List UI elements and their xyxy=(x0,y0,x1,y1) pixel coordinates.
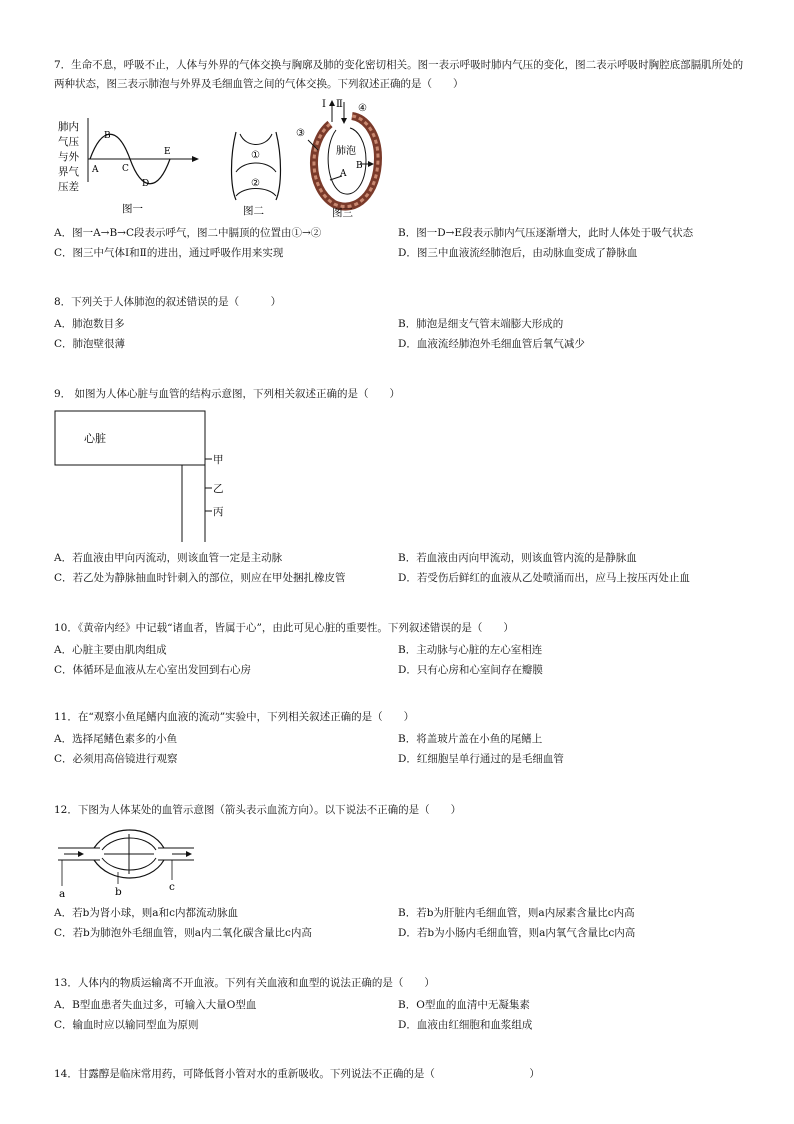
question-7-options xyxy=(54,224,744,264)
figure-3 xyxy=(294,98,394,222)
fig3-label-alveolus: 肺泡 xyxy=(336,146,356,157)
q8-option-d[interactable]: D．血液流经肺泡外毛细血管后氧气减少 xyxy=(398,338,585,350)
question-13-stem: 13．人体内的物质运输离不开血液。下列有关血液和血型的说法正确的是（ ） xyxy=(54,977,435,989)
q12-option-d[interactable]: D．若b为小肠内毛细血管，则a内氧气含量比c内高 xyxy=(398,927,636,939)
fig3-caption: 图三 xyxy=(332,207,353,219)
fig3-label-i: Ⅰ xyxy=(322,99,326,110)
fig1-point-c: C xyxy=(122,164,129,174)
question-13 xyxy=(54,974,744,1036)
q12-option-a[interactable]: A．若b为肾小球，则a和c内都流动脉血 xyxy=(54,907,238,919)
figure-heart-vessels xyxy=(54,404,244,544)
figure-blood-vessel xyxy=(54,826,204,902)
q13-option-b[interactable]: B．O型血的血清中无凝集素 xyxy=(398,999,530,1011)
q9-option-c[interactable]: C．若乙处为静脉抽血时针刺入的部位，则应在甲处捆扎橡皮管 xyxy=(54,572,346,584)
vessel-label-a: a xyxy=(59,888,66,900)
heart-box xyxy=(55,411,205,465)
question-12 xyxy=(54,801,744,820)
fig3-label-ii: Ⅱ xyxy=(336,99,343,110)
fig2-mark-2: ② xyxy=(251,178,260,189)
fig2-chest-wall xyxy=(232,132,281,200)
question-11 xyxy=(54,708,744,770)
question-7 xyxy=(54,56,744,94)
q8-option-c[interactable]: C．肺泡壁很薄 xyxy=(54,338,126,350)
question-14 xyxy=(54,1065,744,1084)
heart-label: 心脏 xyxy=(84,432,106,445)
vessel-label-b: b xyxy=(115,886,122,898)
fig3-label-4: ④ xyxy=(358,103,367,114)
fig2-caption: 图二 xyxy=(243,205,264,217)
q7-option-c[interactable]: C．图三中气体Ⅰ和Ⅱ的进出，通过呼吸作用来实现 xyxy=(54,247,284,259)
fig1-caption: 图一 xyxy=(122,203,143,215)
vessel-label-yi: 乙 xyxy=(213,483,224,495)
question-10-stem: 10．《黄帝内经》中记载“诸血者，皆属于心”，由此可见心脏的重要性。下列叙述错误的是（ ） xyxy=(54,622,514,634)
vessel-label-bing: 丙 xyxy=(213,506,224,518)
fig2-mark-1: ① xyxy=(251,150,260,161)
q7-option-a[interactable]: A．图一A→B→C段表示呼气，图二中膈顶的位置由①→② xyxy=(54,227,322,239)
vessel-label-c: c xyxy=(169,881,175,893)
q13-option-a[interactable]: A．B型血患者失血过多，可输入大量O型血 xyxy=(54,999,257,1011)
q7-option-d[interactable]: D．图三中血液流经肺泡后，由动脉血变成了静脉血 xyxy=(398,247,638,259)
q12-option-c[interactable]: C．若b为肺泡外毛细血管，则a内二氧化碳含量比c内高 xyxy=(54,927,312,939)
q9-option-a[interactable]: A．若血液由甲向丙流动，则该血管一定是主动脉 xyxy=(54,552,283,564)
q8-option-a[interactable]: A．肺泡数目多 xyxy=(54,318,125,330)
question-12-options xyxy=(54,904,744,944)
q11-option-b[interactable]: B．将盖玻片盖在小鱼的尾鳍上 xyxy=(398,733,543,745)
q13-option-d[interactable]: D．血液由红细胞和血浆组成 xyxy=(398,1019,533,1031)
q10-option-a[interactable]: A．心脏主要由肌肉组成 xyxy=(54,644,167,656)
q13-option-c[interactable]: C．输血时应以输同型血为原则 xyxy=(54,1019,199,1031)
question-10 xyxy=(54,619,744,681)
q7-option-b[interactable]: B．图一D→E段表示肺内气压逐渐增大，此时人体处于吸气状态 xyxy=(398,227,694,239)
question-11-stem: 11．在“观察小鱼尾鳍内血液的流动”实验中，下列相关叙述正确的是（ ） xyxy=(54,711,415,723)
fig1-point-e: E xyxy=(164,147,171,157)
fig2-top xyxy=(240,134,272,145)
q11-option-a[interactable]: A．选择尾鳍色素多的小鱼 xyxy=(54,733,178,745)
q8-option-b[interactable]: B．肺泡是细支气管末端膨大形成的 xyxy=(398,318,564,330)
fig1-axis-arrow xyxy=(192,156,199,162)
fig3-label-b: B xyxy=(356,161,363,171)
question-8 xyxy=(54,293,744,355)
fig1-point-b: B xyxy=(104,131,111,141)
figure-1 xyxy=(54,112,204,220)
q11-option-c[interactable]: C．必须用高倍镜进行观察 xyxy=(54,753,178,765)
fig1-ylabel-3: 与外 xyxy=(58,151,79,163)
question-14-stem: 14．甘露醇是临床常用药，可降低肾小管对水的重新吸收。下列说法不正确的是（ ） xyxy=(54,1068,540,1080)
fig1-ylabel xyxy=(58,120,79,193)
fig1-point-a: A xyxy=(92,165,99,175)
q10-option-b[interactable]: B．主动脉与心脏的左心室相连 xyxy=(398,644,543,656)
q9-option-b[interactable]: B．若血液由丙向甲流动，则该血管内流的是静脉血 xyxy=(398,552,637,564)
fig2-diaphragm-1 xyxy=(236,163,276,172)
q9-option-d[interactable]: D．若受伤后鲜红的血液从乙处喷涌而出，应马上按压丙处止血 xyxy=(398,572,690,584)
question-9-options xyxy=(54,549,744,589)
vessel-label-jia: 甲 xyxy=(213,454,224,466)
fig2-diaphragm-2 xyxy=(236,189,276,197)
fig1-point-d: D xyxy=(142,179,150,189)
figure-2 xyxy=(226,126,286,222)
question-9 xyxy=(54,385,744,404)
q11-option-d[interactable]: D．红细胞呈单行通过的是毛细血管 xyxy=(398,753,564,765)
fig3-label-3: ③ xyxy=(296,128,305,139)
q10-option-d[interactable]: D．只有心房和心室间存在瓣膜 xyxy=(398,664,543,676)
fig3-label-a: A xyxy=(340,169,347,179)
fig1-ylabel-4: 界气 xyxy=(58,166,79,178)
q10-option-c[interactable]: C．体循环是血液从左心室出发回到右心房 xyxy=(54,664,252,676)
question-8-stem: 8．下列关于人体肺泡的叙述错误的是（ ） xyxy=(54,296,282,308)
fig1-ylabel-2: 气压 xyxy=(58,136,79,148)
q12-option-b[interactable]: B．若b为肝脏内毛细血管，则a内尿素含量比c内高 xyxy=(398,907,635,919)
question-7-stem: 7．生命不息，呼吸不止，人体与外界的气体交换与胸廓及肺的变化密切相关。图一表示呼吸时肺内气压的变化，图二表示呼吸时胸腔底部膈肌所处的两种状态，图三表示肺泡与外界及毛细血管之间的气体交换。下列叙述正确的是（ ） xyxy=(54,59,744,90)
fig1-ylabel-1: 肺内 xyxy=(58,121,79,133)
question-9-stem: 9． 如图为人体心脏与血管的结构示意图，下列相关叙述正确的是（ ） xyxy=(54,388,401,400)
question-12-stem: 12．下图为人体某处的血管示意图（箭头表示血流方向）。以下说法不正确的是（ ） xyxy=(54,804,462,816)
fig1-ylabel-5: 压差 xyxy=(58,181,79,193)
